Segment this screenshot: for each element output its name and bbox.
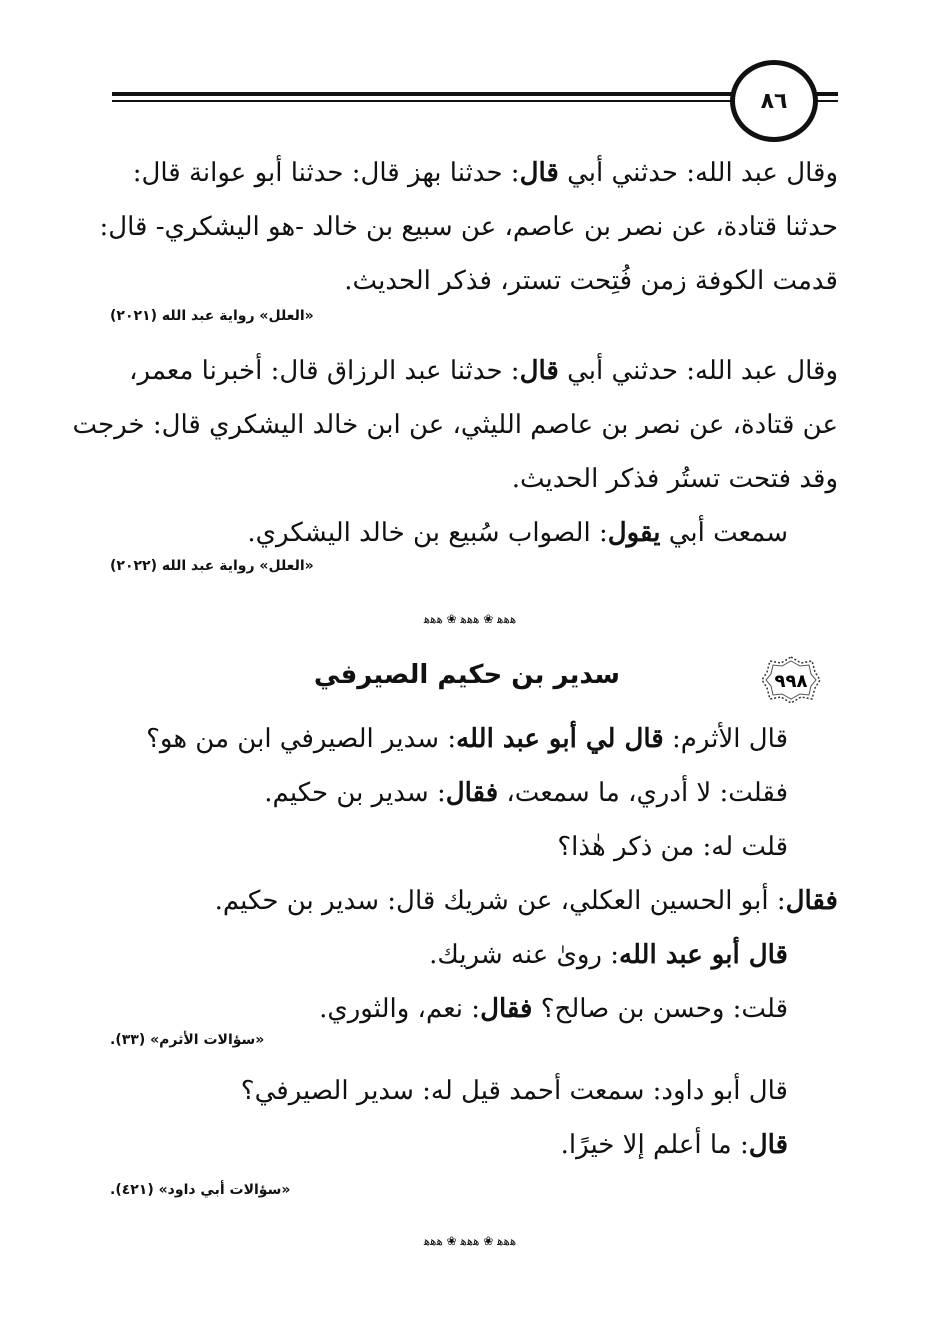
paragraph-1 — [99, 146, 838, 308]
bold-run: فقال — [785, 886, 838, 916]
text-run: قلت: وحسن بن صالح؟ — [532, 994, 788, 1024]
ornament-divider: ﻫﻫﻫ ❀ ﻫﻫﻫ ❀ ﻫﻫﻫ — [423, 612, 517, 626]
text-line — [99, 200, 838, 254]
header-rule-top — [112, 92, 744, 96]
source-citation-2: «العلل» رواية عبد الله (٢٠٢٢) — [110, 558, 314, 574]
text-run: قلت له: من ذكر هٰذا؟ — [557, 832, 788, 862]
text-run: وقال عبد الله: حدثني أبي — [558, 158, 838, 188]
bold-run: يقول — [607, 518, 661, 548]
text-line — [72, 398, 838, 452]
header-rule-bottom — [112, 100, 744, 102]
page-number: ٨٦ — [730, 60, 818, 142]
text-run: عن قتادة، عن نصر بن عاصم الليثي، عن ابن خالد اليشكري قال: خرجت — [72, 410, 838, 440]
text-run: : سدير بن حكيم. — [264, 778, 446, 808]
bold-run: قال أبو عبد الله — [619, 940, 788, 970]
text-line — [110, 766, 788, 820]
text-line — [110, 254, 838, 308]
text-line — [110, 928, 788, 982]
bold-run: فقال — [480, 994, 533, 1024]
text-line — [110, 506, 838, 560]
text-run: : نعم، والثوري. — [319, 994, 481, 1024]
text-run: : حدثنا عبد الرزاق قال: أخبرنا معمر، — [129, 356, 520, 386]
bold-run: فقال — [445, 778, 499, 808]
text-line — [110, 712, 788, 766]
bold-run: قال — [519, 158, 559, 188]
bold-run: قال لي أبو عبد الله — [456, 724, 664, 754]
text-line — [110, 820, 788, 874]
entry-number-badge — [760, 655, 822, 705]
text-line — [110, 982, 788, 1036]
text-run: : أبو الحسين العكلي، عن شريك قال: سدير بن حكيم. — [214, 886, 786, 916]
text-line — [110, 1118, 788, 1172]
text-run: قال الأثرم: — [663, 724, 788, 754]
paragraph-2 — [72, 344, 838, 560]
text-run: : ما أعلم إلا خيرًا. — [560, 1130, 749, 1160]
text-line — [110, 344, 838, 398]
text-run: : الصواب سُبيع بن خالد اليشكري. — [247, 518, 608, 548]
text-run: وقال عبد الله: حدثني أبي — [558, 356, 838, 386]
text-run: فقلت: لا أدري، ما سمعت، — [498, 778, 788, 808]
text-run: سمعت أبي — [660, 518, 788, 548]
source-citation-4: «سؤالات أبي داود» (٤٢١). — [110, 1182, 291, 1198]
entry-title: سدير بن حكيم الصيرفي — [313, 660, 620, 690]
rosette-icon — [760, 655, 822, 705]
text-run: : حدثنا بهز قال: حدثنا أبو عوانة قال: — [132, 158, 520, 188]
text-run: : روىٰ عنه شريك. — [429, 940, 619, 970]
text-line — [110, 874, 838, 928]
bold-run: قال — [748, 1130, 788, 1160]
text-run: قال أبو داود: سمعت أحمد قيل له: سدير الصيرفي؟ — [240, 1076, 788, 1106]
source-citation-1: «العلل» رواية عبد الله (٢٠٢١) — [110, 308, 314, 324]
text-line — [110, 1064, 788, 1118]
text-run: وقد فتحت تستُر فذكر الحديث. — [511, 464, 838, 494]
source-citation-3: «سؤالات الأثرم» (٣٣). — [110, 1032, 265, 1048]
ornament-divider-bottom: ﻫﻫﻫ ❀ ﻫﻫﻫ ❀ ﻫﻫﻫ — [423, 1234, 517, 1248]
text-run: حدثنا قتادة، عن نصر بن عاصم، عن سبيع بن خالد -هو اليشكري- قال: — [99, 212, 838, 242]
text-run: : سدير الصيرفي ابن من هو؟ — [146, 724, 457, 754]
text-line — [110, 146, 838, 200]
bold-run: قال — [519, 356, 559, 386]
paragraph-4 — [110, 1064, 838, 1172]
text-line — [110, 452, 838, 506]
text-run: قدمت الكوفة زمن فُتِحت تستر، فذكر الحديث. — [344, 266, 838, 296]
entry-number: ٩٩٨ — [774, 671, 808, 692]
paragraph-3 — [110, 712, 838, 1036]
